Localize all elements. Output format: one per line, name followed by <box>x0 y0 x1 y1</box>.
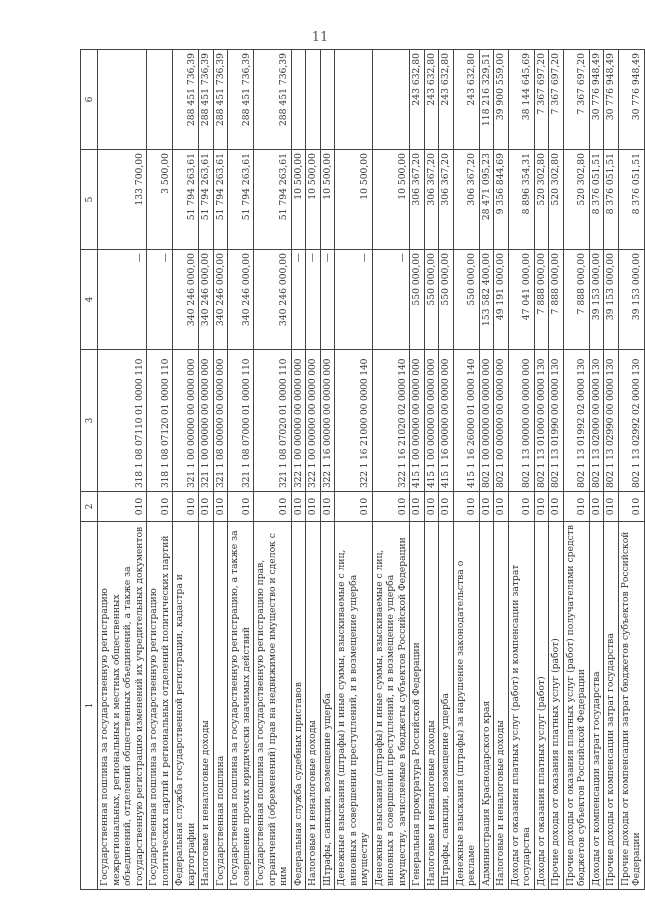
cell-plan: 340 246 000,00 <box>213 250 228 350</box>
table-row <box>372 50 410 890</box>
cell-fact: 520 302,80 <box>549 150 564 250</box>
cell-other <box>147 50 173 150</box>
cell-plan: 153 582 400,00 <box>479 250 494 350</box>
cell-code: 010 <box>439 492 454 522</box>
table-row <box>494 50 509 890</box>
cell-other <box>320 50 335 150</box>
cell-fact: 8 376 051,51 <box>589 150 604 250</box>
cell-plan: 550 000,00 <box>453 250 479 350</box>
cell-name: Прочие доходы от компенсации затрат государства <box>604 522 619 890</box>
cell-plan: 550 000,00 <box>410 250 425 350</box>
cell-kbk: 802 1 00 00000 00 0000 000 <box>494 350 509 492</box>
cell-name: Налоговые и неналоговые доходы <box>306 522 321 890</box>
cell-code: 010 <box>549 492 564 522</box>
cell-other: 288 451 736,39 <box>173 50 199 150</box>
cell-kbk: 322 1 16 00000 00 0000 000 <box>320 350 335 492</box>
cell-plan: 7 888 000,00 <box>549 250 564 350</box>
cell-code: 010 <box>173 492 199 522</box>
cell-fact: 306 367,20 <box>453 150 479 250</box>
cell-name: Государственная пошлина за государственную регистрацию прав, ограничений (обременений) прав на недвижимое имущество и сделок с ним <box>254 522 292 890</box>
cell-code: 010 <box>424 492 439 522</box>
cell-kbk: 321 1 08 00000 00 0000 000 <box>213 350 228 492</box>
cell-other: 288 451 736,39 <box>228 50 254 150</box>
cell-fact: 10 500,00 <box>306 150 321 250</box>
cell-code: 010 <box>410 492 425 522</box>
cell-name: Доходы от оказания платных услуг (работ) и компенсации затрат государства <box>508 522 534 890</box>
cell-plan: 340 246 000,00 <box>228 250 254 350</box>
table-row <box>534 50 549 890</box>
cell-fact: 10 500,00 <box>372 150 410 250</box>
header-cell: 5 <box>81 150 98 250</box>
cell-name: Государственная пошлина за государственную регистрацию межрегиональных, региональных и местных общественных объединений, отделений общественных объединений, а также за государственную регистрацию изменений их учредительных документов <box>98 522 147 890</box>
cell-code: 010 <box>213 492 228 522</box>
table-row <box>589 50 604 890</box>
table-row <box>147 50 173 890</box>
cell-fact: 520 302,80 <box>534 150 549 250</box>
cell-code: 010 <box>228 492 254 522</box>
cell-code: 010 <box>534 492 549 522</box>
cell-kbk: 322 1 00 00000 00 0000 000 <box>306 350 321 492</box>
cell-kbk: 802 1 13 02992 02 0000 130 <box>618 350 644 492</box>
table-row <box>254 50 292 890</box>
cell-other: 7 367 697,20 <box>549 50 564 150</box>
cell-fact: 133 700,00 <box>98 150 147 250</box>
cell-other: 38 144 645,69 <box>508 50 534 150</box>
cell-fact: 51 794 263,61 <box>254 150 292 250</box>
cell-code: 010 <box>453 492 479 522</box>
cell-kbk: 802 1 13 01990 00 0000 130 <box>549 350 564 492</box>
cell-plan: 39 153 000,00 <box>618 250 644 350</box>
cell-kbk: 321 1 00 00000 00 0000 000 <box>199 350 214 492</box>
cell-code: 010 <box>306 492 321 522</box>
cell-name: Доходы от оказания платных услуг (работ) <box>534 522 549 890</box>
cell-name: Администрация Краснодарского края <box>479 522 494 890</box>
cell-kbk: 415 1 16 26000 01 0000 140 <box>453 350 479 492</box>
cell-code: 010 <box>508 492 534 522</box>
cell-plan: — <box>306 250 321 350</box>
cell-kbk: 321 1 00 00000 00 0000 000 <box>173 350 199 492</box>
cell-code: 010 <box>618 492 644 522</box>
cell-name: Прочие доходы от оказания платных услуг (работ) <box>549 522 564 890</box>
cell-other: 243 632,80 <box>453 50 479 150</box>
header-cell: 1 <box>81 522 98 890</box>
cell-other: 243 632,80 <box>410 50 425 150</box>
cell-name: Денежные взыскания (штрафы) за нарушение законодательства о рекламе <box>453 522 479 890</box>
cell-code: 010 <box>479 492 494 522</box>
cell-other: 7 367 697,20 <box>563 50 589 150</box>
cell-name: Прочие доходы от компенсации затрат бюджетов субъектов Российской Федерации <box>618 522 644 890</box>
table-row <box>618 50 644 890</box>
cell-other <box>98 50 147 150</box>
cell-fact: 51 794 263,61 <box>213 150 228 250</box>
cell-name: Государственная пошлина за государственную регистрацию политических партий и региональных отделений политических партий <box>147 522 173 890</box>
cell-other: 288 451 736,39 <box>254 50 292 150</box>
cell-other: 30 776 948,49 <box>618 50 644 150</box>
cell-other: 39 900 559,00 <box>494 50 509 150</box>
table-row <box>98 50 147 890</box>
cell-code: 010 <box>372 492 410 522</box>
table-row <box>563 50 589 890</box>
cell-name: Штрафы, санкции, возмещение ущерба <box>439 522 454 890</box>
table-row <box>306 50 321 890</box>
table-row <box>173 50 199 890</box>
header-cell: 3 <box>81 350 98 492</box>
cell-plan: 39 153 000,00 <box>589 250 604 350</box>
table-row <box>410 50 425 890</box>
table-header-row <box>81 50 98 890</box>
cell-fact: 51 794 263,61 <box>199 150 214 250</box>
table-row <box>213 50 228 890</box>
cell-other: 30 776 948,49 <box>604 50 619 150</box>
cell-plan: — <box>320 250 335 350</box>
cell-code: 010 <box>254 492 292 522</box>
cell-plan: — <box>147 250 173 350</box>
cell-name: Штрафы, санкции, возмещение ущерба <box>320 522 335 890</box>
cell-plan: 340 246 000,00 <box>173 250 199 350</box>
cell-other <box>372 50 410 150</box>
cell-kbk: 415 1 16 00000 00 0000 000 <box>439 350 454 492</box>
cell-code: 010 <box>563 492 589 522</box>
cell-fact: 306 367,20 <box>410 150 425 250</box>
cell-kbk: 321 1 08 07000 01 0000 110 <box>228 350 254 492</box>
table-row <box>335 50 373 890</box>
cell-plan: — <box>372 250 410 350</box>
cell-plan: 7 888 000,00 <box>563 250 589 350</box>
cell-kbk: 802 1 13 01000 00 0000 130 <box>534 350 549 492</box>
table-row <box>439 50 454 890</box>
cell-code: 010 <box>291 492 306 522</box>
cell-kbk: 802 1 00 00000 00 0000 000 <box>479 350 494 492</box>
cell-fact: 3 500,00 <box>147 150 173 250</box>
cell-kbk: 318 1 08 07110 01 0000 110 <box>98 350 147 492</box>
cell-code: 010 <box>98 492 147 522</box>
table-row <box>291 50 306 890</box>
cell-name: Денежные взыскания (штрафы) и иные суммы, взыскиваемые с лиц, виновных в совершении преступлений, и в возмещение ущерба имуществу, зачисляемые в бюджеты субъектов Российской Федерации <box>372 522 410 890</box>
cell-fact: 520 302,80 <box>563 150 589 250</box>
cell-name: Государственная пошлина за государственную регистрацию, а также за совершение прочих юридически значимых действий <box>228 522 254 890</box>
cell-fact: 10 500,00 <box>320 150 335 250</box>
cell-other: 288 451 736,39 <box>199 50 214 150</box>
cell-other: 243 632,80 <box>439 50 454 150</box>
cell-plan: 47 041 000,00 <box>508 250 534 350</box>
cell-name: Налоговые и неналоговые доходы <box>494 522 509 890</box>
cell-kbk: 802 1 13 02000 00 0000 130 <box>589 350 604 492</box>
revenue-table <box>80 49 645 890</box>
cell-kbk: 802 1 13 00000 00 0000 000 <box>508 350 534 492</box>
table-row <box>320 50 335 890</box>
cell-other: 243 632,80 <box>424 50 439 150</box>
table-row <box>424 50 439 890</box>
cell-name: Генеральная прокуратура Российской Федерации <box>410 522 425 890</box>
cell-fact: 10 500,00 <box>291 150 306 250</box>
page-number: 11 <box>311 30 329 45</box>
cell-kbk: 802 1 13 01992 02 0000 130 <box>563 350 589 492</box>
header-cell: 6 <box>81 50 98 150</box>
table-row <box>453 50 479 890</box>
cell-name: Федеральная служба судебных приставов <box>291 522 306 890</box>
rotated-table-container <box>80 50 642 890</box>
cell-name: Налоговые и неналоговые доходы <box>424 522 439 890</box>
cell-other: 118 216 329,51 <box>479 50 494 150</box>
cell-fact: 8 376 051,51 <box>604 150 619 250</box>
header-cell: 2 <box>81 492 98 522</box>
cell-other <box>335 50 373 150</box>
table-body <box>81 50 645 890</box>
table-row <box>604 50 619 890</box>
cell-plan: 340 246 000,00 <box>254 250 292 350</box>
cell-kbk: 321 1 08 07020 01 0000 110 <box>254 350 292 492</box>
cell-plan: 7 888 000,00 <box>534 250 549 350</box>
cell-fact: 9 356 844,69 <box>494 150 509 250</box>
cell-kbk: 322 1 00 00000 00 0000 000 <box>291 350 306 492</box>
table-row <box>228 50 254 890</box>
cell-kbk: 322 1 16 21000 00 0000 140 <box>335 350 373 492</box>
cell-code: 010 <box>199 492 214 522</box>
cell-other: 288 451 736,39 <box>213 50 228 150</box>
table-row <box>479 50 494 890</box>
cell-code: 010 <box>589 492 604 522</box>
cell-fact: 8 376 051,51 <box>618 150 644 250</box>
cell-code: 010 <box>147 492 173 522</box>
cell-name: Доходы от компенсации затрат государства <box>589 522 604 890</box>
cell-kbk: 415 1 00 00000 00 0000 000 <box>410 350 425 492</box>
cell-plan: — <box>98 250 147 350</box>
cell-kbk: 318 1 08 07120 01 0000 110 <box>147 350 173 492</box>
cell-plan: 340 246 000,00 <box>199 250 214 350</box>
header-cell: 4 <box>81 250 98 350</box>
cell-plan: 550 000,00 <box>439 250 454 350</box>
cell-fact: 28 471 095,23 <box>479 150 494 250</box>
cell-kbk: 415 1 00 00000 00 0000 000 <box>424 350 439 492</box>
cell-code: 010 <box>335 492 373 522</box>
table-row <box>199 50 214 890</box>
cell-plan: 39 153 000,00 <box>604 250 619 350</box>
cell-other: 30 776 948,49 <box>589 50 604 150</box>
cell-fact: 51 794 263,61 <box>228 150 254 250</box>
cell-fact: 10 500,00 <box>335 150 373 250</box>
cell-code: 010 <box>604 492 619 522</box>
cell-fact: 306 367,20 <box>424 150 439 250</box>
cell-name: Налоговые и неналоговые доходы <box>199 522 214 890</box>
cell-fact: 306 367,20 <box>439 150 454 250</box>
cell-other: 7 367 697,20 <box>534 50 549 150</box>
cell-name: Федеральная служба государственной регистрации, кадастра и картографии <box>173 522 199 890</box>
table-row <box>508 50 534 890</box>
cell-code: 010 <box>494 492 509 522</box>
cell-plan: 49 191 000,00 <box>494 250 509 350</box>
cell-other <box>306 50 321 150</box>
cell-fact: 8 896 354,31 <box>508 150 534 250</box>
cell-other <box>291 50 306 150</box>
cell-code: 010 <box>320 492 335 522</box>
cell-name: Денежные взыскания (штрафы) и иные суммы, взыскиваемые с лиц, виновных в совершении преступлений, и в возмещение ущерба имуществу <box>335 522 373 890</box>
table-row <box>549 50 564 890</box>
cell-fact: 51 794 263,61 <box>173 150 199 250</box>
cell-kbk: 322 1 16 21020 02 0000 140 <box>372 350 410 492</box>
cell-kbk: 802 1 13 02990 00 0000 130 <box>604 350 619 492</box>
cell-plan: 550 000,00 <box>424 250 439 350</box>
cell-plan: — <box>335 250 373 350</box>
cell-plan: — <box>291 250 306 350</box>
cell-name: Прочие доходы от оказания платных услуг (работ) получателями средств бюджетов субъектов Российской Федерации <box>563 522 589 890</box>
cell-name: Государственная пошлина <box>213 522 228 890</box>
